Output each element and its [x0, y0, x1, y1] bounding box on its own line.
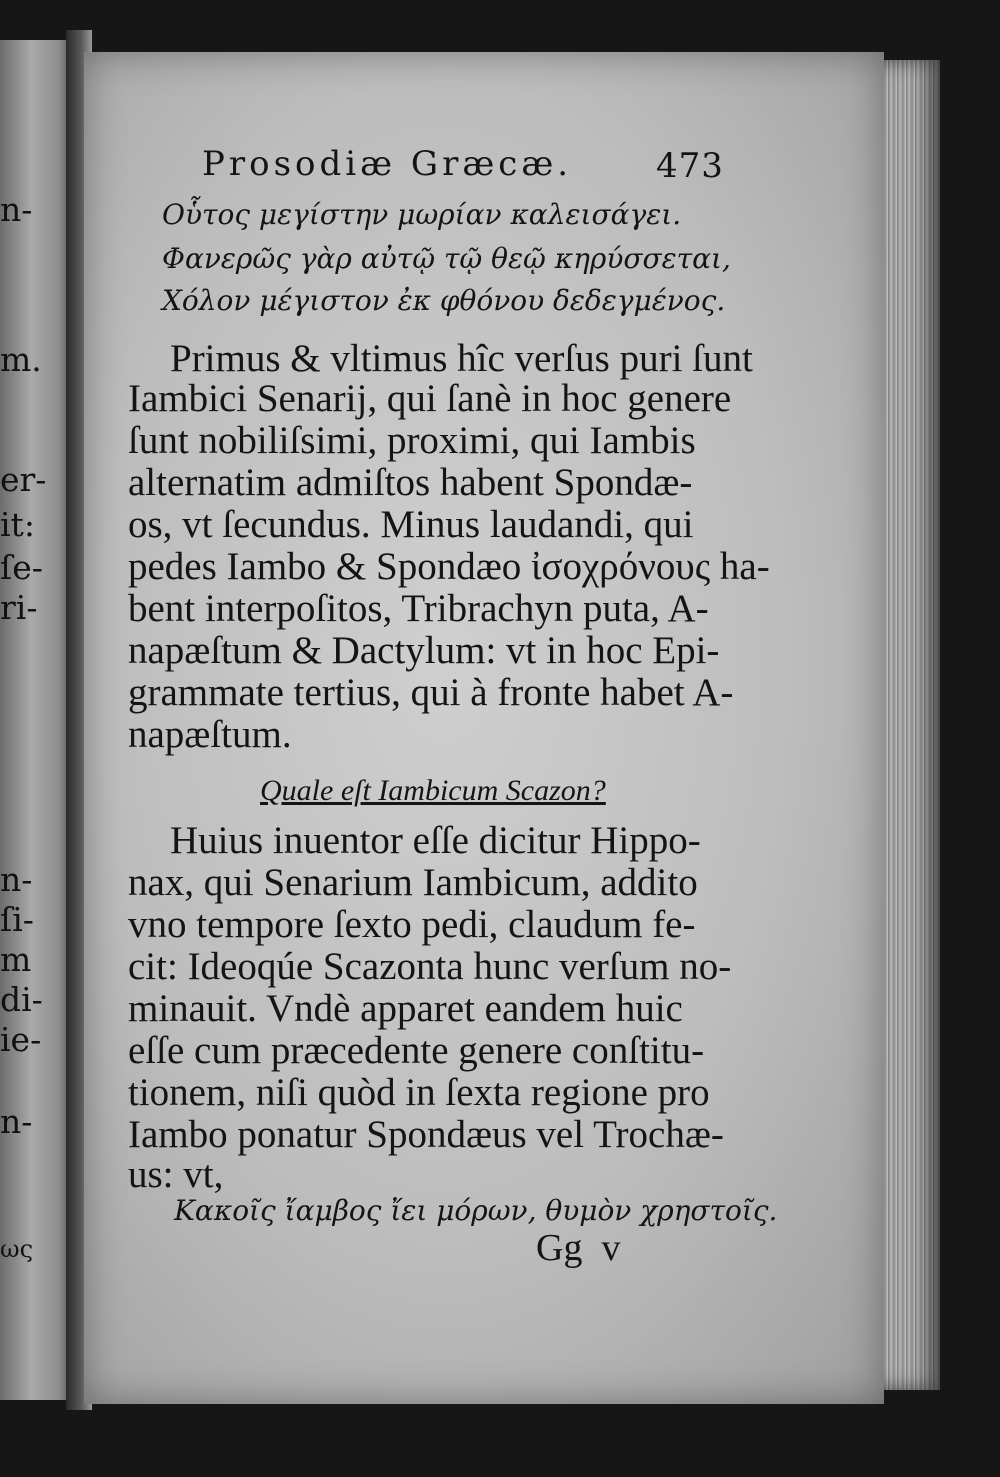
- page: [84, 52, 884, 1404]
- paragraph-line: nax, qui Senarium Iambicum, addito: [128, 861, 698, 904]
- paragraph-line: pedes Iambo & Spondæo ἰσοχρόνους ha-: [128, 545, 770, 588]
- paragraph-line: Huius inuentor eſſe dicitur Hippo-: [170, 819, 701, 862]
- paragraph-line: cit: Ideoqúe Scazonta hunc verſum no-: [128, 945, 732, 988]
- paragraph-line: us: vt,: [128, 1153, 224, 1196]
- paragraph-line: grammate tertius, qui à fronte habet A-: [128, 671, 734, 714]
- paragraph-line: tionem, niſi quòd in ſexta regione pro: [128, 1071, 710, 1114]
- paragraph-line: Primus & vltimus hîc verſus puri ſunt: [170, 337, 753, 380]
- paragraph-line: Iambo ponatur Spondæus vel Trochæ-: [128, 1113, 724, 1156]
- greek-verse-line: Κακοῖς ἴαμβος ἴει μόρων, θυμὸν χρηστοῖς.: [174, 1194, 778, 1227]
- paragraph-line: napæſtum.: [128, 713, 292, 756]
- paragraph-line: eſſe cum præcedente genere conſtitu-: [128, 1029, 705, 1072]
- page-number: 473: [656, 146, 724, 186]
- greek-verse-line: Φανερῶς γὰρ αὐτῷ τῷ θεῷ κηρύσσεται,: [162, 242, 731, 275]
- facing-page-fragment: n-: [0, 860, 33, 899]
- facing-page-fragment: ως: [0, 1235, 34, 1263]
- paragraph-line: ſunt nobiliſsimi, proximi, qui Iambis: [128, 419, 696, 462]
- facing-page-fragment: n-: [0, 190, 33, 229]
- signature-mark: Gg v: [536, 1227, 621, 1269]
- facing-page-fragment: ri-: [0, 588, 38, 627]
- facing-page-fragment: er-: [0, 460, 47, 499]
- greek-verse-line: Οὗτος μεγίστην μωρίαν καλεισάγει.: [162, 198, 682, 231]
- paragraph-line: alternatim admiſtos habent Spondæ-: [128, 461, 693, 504]
- facing-page-fragment: di-: [0, 980, 43, 1019]
- facing-page-fragment: m.: [0, 340, 42, 379]
- facing-page-fragment: m: [0, 940, 32, 979]
- paragraph-line: vno tempore ſexto pedi, claudum fe-: [128, 903, 696, 946]
- running-title: Prosodiæ Græcæ.: [202, 144, 573, 184]
- facing-page-fragment: ie-: [0, 1020, 42, 1059]
- paragraph-line: napæſtum & Dactylum: vt in hoc Epi-: [128, 629, 720, 672]
- paragraph-line: minauit. Vndè apparet eandem huic: [128, 987, 683, 1030]
- facing-page-fragment: ſi-: [0, 900, 34, 939]
- paragraph-line: os, vt ſecundus. Minus laudandi, qui: [128, 503, 694, 546]
- greek-verse-line: Χόλον μέγιστον ἐκ φθόνου δεδεγμένος.: [162, 284, 726, 317]
- facing-page-fragment: ſe-: [0, 548, 43, 587]
- facing-page-fragment: it:: [0, 505, 35, 544]
- section-question: Quale eſt Iambicum Scazon?: [260, 774, 606, 807]
- paragraph-line: Iambici Senarij, qui ſanè in hoc genere: [128, 377, 732, 420]
- paragraph-line: bent interpoſitos, Tribrachyn puta, A-: [128, 587, 709, 630]
- facing-page-fragment: n-: [0, 1102, 33, 1141]
